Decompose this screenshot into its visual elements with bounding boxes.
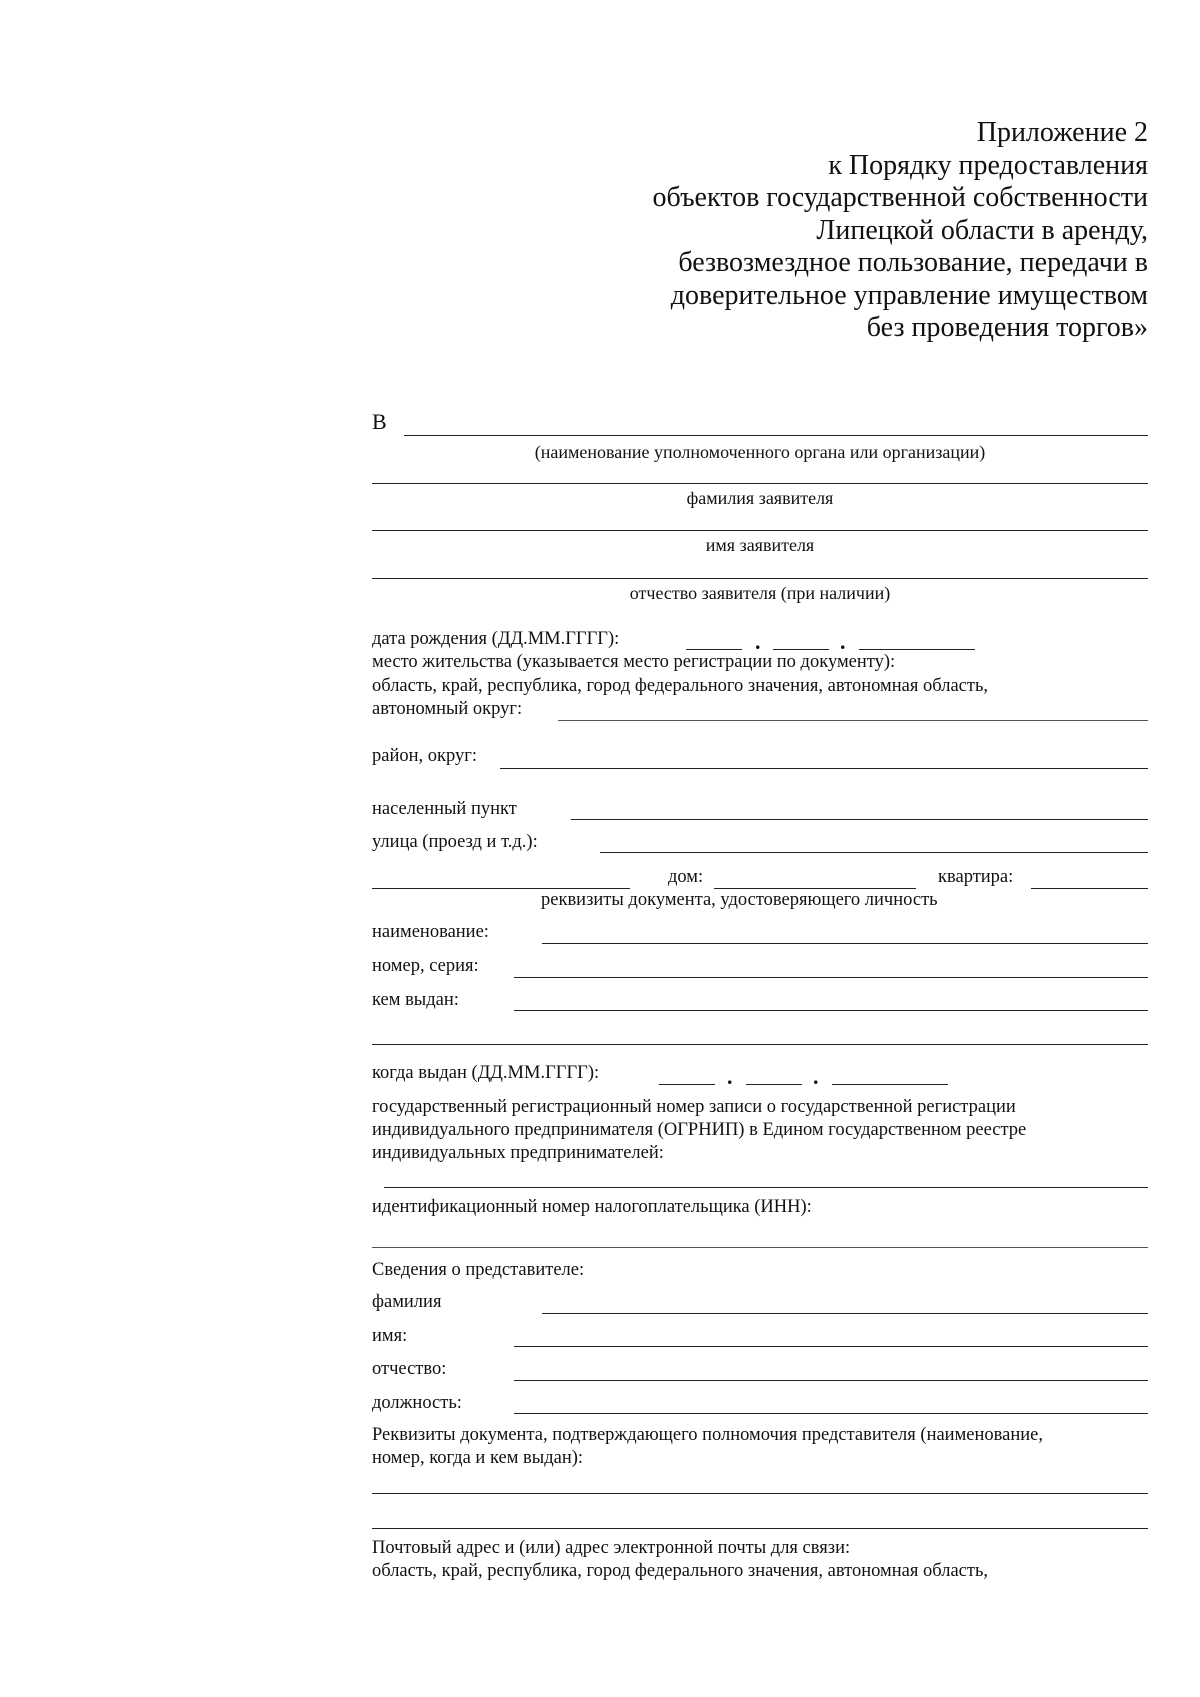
inn-label: идентификационный номер налогоплательщика (ИНН): [372,1197,812,1217]
ogrnip-text-3: индивидуальных предпринимателей: [372,1143,664,1163]
id-document-heading: реквизиты документа, удостоверяющего личность [541,890,938,910]
birth-date-label: дата рождения (ДД.ММ.ГГГГ): [372,629,620,649]
rep-name-label: имя: [372,1326,408,1346]
rep-position-label: должность: [372,1393,462,1413]
date-separator: . [813,1064,819,1089]
header-line: Приложение 2 [976,117,1148,148]
postal-region-label: область, край, республика, город федерального значения, автономная область, [372,1561,989,1581]
name-caption: имя заявителя [705,535,815,555]
apartment-field[interactable] [1031,888,1148,889]
header-line: Липецкой области в аренду, [816,214,1148,246]
issue-date-label: когда выдан (ДД.ММ.ГГГГ): [372,1063,600,1083]
rep-position-field[interactable] [514,1413,1148,1414]
surname-field[interactable] [372,483,1148,484]
settlement-label: населенный пункт [372,799,517,819]
doc-number-field[interactable] [514,977,1148,978]
patronymic-caption: отчество заявителя (при наличии) [629,583,891,603]
name-field[interactable] [372,530,1148,531]
doc-issuer-label: кем выдан: [372,990,459,1010]
doc-number-label: номер, серия: [372,956,479,976]
rep-doc-field-2[interactable] [372,1528,1148,1529]
rep-patronymic-label: отчество: [372,1359,447,1379]
doc-issuer-field-2[interactable] [372,1044,1148,1045]
issue-day-field[interactable] [659,1084,715,1085]
patronymic-field[interactable] [372,578,1148,579]
issue-month-field[interactable] [746,1084,802,1085]
surname-caption: фамилия заявителя [686,488,834,508]
rep-name-field[interactable] [514,1346,1148,1347]
rep-doc-field[interactable] [372,1493,1148,1494]
doc-name-label: наименование: [372,922,489,942]
to-prefix: В [372,409,387,434]
residence-label: место жительства (указывается место регистрации по документу): [372,652,896,672]
district-field[interactable] [500,768,1148,769]
representative-heading: Сведения о представителе: [372,1260,585,1280]
issue-year-field[interactable] [832,1084,948,1085]
birth-year-field[interactable] [859,649,975,650]
inn-field[interactable] [372,1247,1148,1248]
street-label: улица (проезд и т.д.): [372,832,538,852]
house-label: дом: [668,867,704,887]
region-label-2: автономный округ: [372,699,523,719]
ogrnip-text: государственный регистрационный номер записи о государственной регистрации [372,1097,1016,1117]
appendix-header [653,117,1148,345]
date-separator: . [755,629,761,654]
rep-patronymic-field[interactable] [514,1380,1148,1381]
birth-month-field[interactable] [773,649,829,650]
rep-surname-field[interactable] [542,1313,1148,1314]
rep-surname-label: фамилия [372,1292,442,1312]
doc-issuer-field[interactable] [514,1010,1148,1011]
ogrnip-text-2: индивидуального предпринимателя (ОГРНИП) в Едином государственном реестре [372,1120,1027,1140]
header-line: безвозмездное пользование, передачи в [678,247,1148,278]
header-line: к Порядку предоставления [828,149,1148,181]
region-label: область, край, республика, город федерального значения, автономная область, [372,676,989,696]
district-label: район, округ: [372,746,477,766]
settlement-field[interactable] [571,819,1148,820]
apartment-label: квартира: [938,867,1014,887]
street-field[interactable] [600,852,1148,853]
birth-day-field[interactable] [686,649,742,650]
postal-label: Почтовый адрес и (или) адрес электронной почты для связи: [372,1538,851,1558]
date-separator: . [840,629,846,654]
organization-field[interactable] [404,435,1148,436]
ogrnip-field[interactable] [384,1187,1148,1188]
doc-name-field[interactable] [542,943,1148,944]
region-field[interactable] [558,720,1148,721]
organization-caption: (наименование уполномоченного органа или организации) [534,442,986,462]
rep-doc-text-2: номер, когда и кем выдан): [372,1448,584,1468]
header-line: объектов государственной собственности [652,182,1148,213]
rep-doc-text: Реквизиты документа, подтверждающего полномочия представителя (наименование, [372,1425,1043,1445]
header-line: без проведения торгов» [866,312,1148,343]
header-line: доверительное управление имуществом [670,279,1148,311]
date-separator: . [727,1064,733,1089]
